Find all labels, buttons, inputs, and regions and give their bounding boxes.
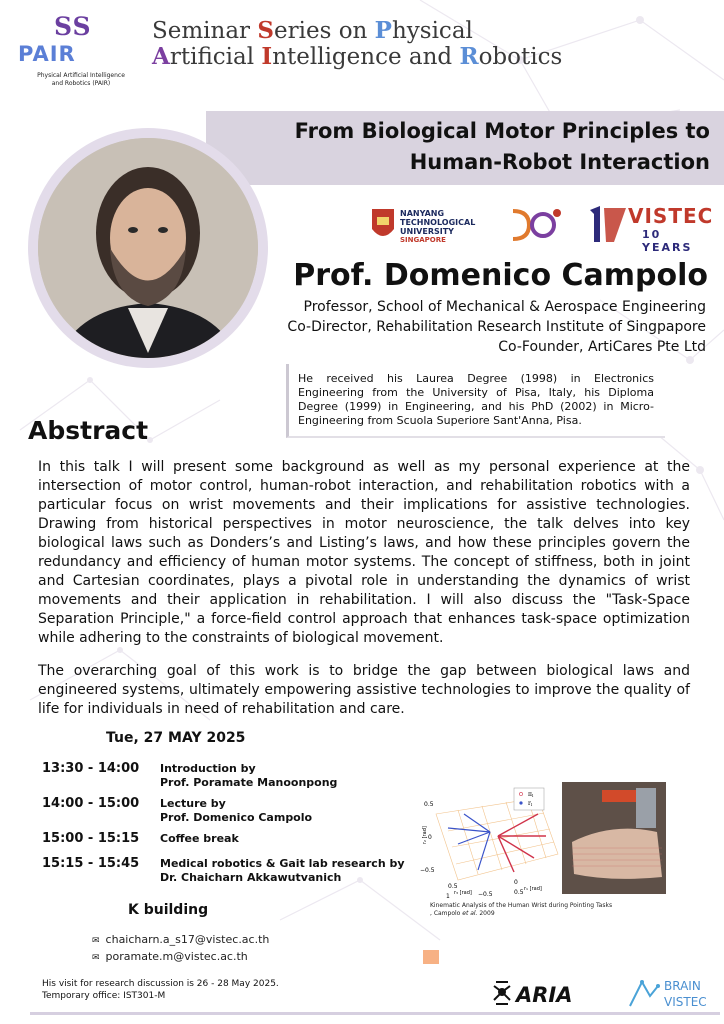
- brain-line1: BRAIN: [664, 979, 701, 993]
- schedule-time: 13:30 - 14:00: [42, 761, 140, 776]
- vistec-10-years-logo: [586, 202, 714, 254]
- schedule-item-line2: Prof. Poramate Manoonpong: [160, 776, 338, 789]
- tick-label: 0: [514, 879, 518, 886]
- ntu-line3: UNIVERSITY: [400, 227, 454, 236]
- series-word-rtificial: rtificial: [169, 44, 262, 70]
- caption-text: , Campolo: [430, 910, 463, 917]
- affiliation-line2: Co-Director, Rehabilitation Research Institute of Singpapore: [287, 319, 706, 335]
- legend-pi: πl: [528, 791, 534, 798]
- schedule-time: 15:15 - 15:45: [42, 856, 140, 871]
- series-word-ntelligence: ntelligence and: [272, 44, 460, 70]
- caption-line1: Kinematic Analysis of the Human Wrist during Pointing Tasks: [430, 902, 613, 909]
- tick-label: 1: [446, 893, 450, 900]
- tick-label: 0.5: [424, 801, 434, 808]
- caption-italic: et al.: [462, 910, 478, 917]
- figure-caption: [430, 902, 724, 918]
- logo-caption-line2: and Robotics (PAIR): [51, 80, 111, 87]
- talk-title-line1: From Biological Motor Principles to: [294, 119, 710, 143]
- legend-r: rl: [528, 800, 533, 807]
- venue: K building: [128, 902, 209, 918]
- schedule-item-line1: Medical robotics & Gait lab research by: [160, 857, 405, 870]
- email-text[interactable]: chaicharn.a_s17@vistec.ac.th: [105, 933, 270, 946]
- seminar-series-title: [152, 18, 712, 70]
- series-word-eries: eries on: [274, 18, 375, 44]
- ntu-name: [400, 209, 475, 236]
- tick-label: 0.5: [514, 889, 524, 896]
- footer-divider: [30, 1012, 720, 1015]
- footer-note: [42, 978, 279, 1002]
- ntu-logo: [370, 205, 480, 245]
- brain-line2: VISTEC: [664, 995, 707, 1009]
- schedule-item-line1: Lecture by: [160, 797, 226, 810]
- partner-emblem-icon: [505, 205, 565, 245]
- schedule-item-line2: Dr. Chaicharn Akkawutvanich: [160, 871, 342, 884]
- schedule-item: [160, 832, 239, 846]
- ntu-singapore: SINGAPORE: [400, 236, 446, 244]
- tick-label: −0.5: [420, 867, 435, 874]
- series-letter-p: P: [374, 17, 392, 44]
- abstract-paragraph-2: The overarching goal of this work is to bridge the gap between biological laws and engineered systems, ultimately empowering assistive technologies to improve the quality of life for individuals in need of rehabilitation and care.: [38, 663, 690, 717]
- x1-axis-label: r₃ [rad]: [454, 890, 472, 896]
- logo-caption-line1: Physical Artificial Intelligence: [37, 72, 125, 79]
- footer-note-line1: His visit for research discussion is 26 - 28 May 2025.: [42, 979, 279, 989]
- y-axis-label: r₂ [rad]: [422, 826, 428, 844]
- schedule-item: [160, 797, 312, 825]
- partner-logo: [505, 205, 565, 245]
- series-title-line1: [152, 18, 712, 44]
- talk-title-line2: Human-Robot Interaction: [409, 150, 710, 174]
- contact-email-1[interactable]: [92, 933, 269, 946]
- series-title-line2: [152, 44, 712, 70]
- pair-logo: [18, 12, 144, 94]
- envelope-icon: ✉: [92, 936, 100, 946]
- schedule-time: 15:00 - 15:15: [42, 831, 140, 846]
- aria-text: ARIA: [516, 983, 573, 1007]
- abstract-heading: Abstract: [28, 416, 149, 445]
- abstract-paragraph-1: In this talk I will present some background as well as my personal experience at the intersection of motor control, human-robot interaction, and rehabilitation robotics with a particular focus on wrist movements and their implications for assistive technologies. Drawing from historical perspectives in motor neuroscience, the talk delves into key biological laws such as Donders’s and Listing’s laws, and how these principles govern the redundancy and efficiency of human motor systems. The concept of stiffness, both in joint and Cartesian coordinates, plays a pivotal role in understanding the dynamics of wrist movements and their application in rehabilitation. I will also discuss the "Task-Space Separation Principle," a force-field control approach that enhances task-space optimization while adhering to the constraints of biological movement.: [38, 459, 690, 646]
- series-word-seminar: Seminar: [152, 18, 258, 44]
- tick-label: −0.5: [478, 891, 493, 898]
- x2-axis-label: r₁ [rad]: [524, 886, 542, 892]
- schedule-item: [160, 762, 337, 790]
- schedule-item-line1: Coffee break: [160, 832, 239, 845]
- ntu-crest-icon: [370, 207, 396, 245]
- aria-logo: [488, 978, 608, 1008]
- schedule-item-line2: Prof. Domenico Campolo: [160, 811, 313, 824]
- schedule-item-line1: Introduction by: [160, 762, 256, 775]
- series-letter-a: A: [152, 43, 170, 70]
- series-letter-s: S: [257, 17, 274, 44]
- wrist-device-photo: [562, 782, 666, 894]
- caption-year: 2009: [477, 910, 495, 917]
- affiliation-line1: Professor, School of Mechanical & Aerospace Engineering: [303, 299, 706, 315]
- logo-caption: [22, 72, 140, 88]
- email-text[interactable]: poramate.m@vistec.ac.th: [105, 950, 248, 963]
- speaker-photo: [38, 138, 258, 358]
- vistec-mark-icon: [586, 202, 630, 246]
- envelope-icon: ✉: [92, 953, 100, 963]
- speaker-affiliations: [250, 297, 706, 357]
- series-word-obotics: obotics: [478, 44, 563, 70]
- schedule-item: [160, 857, 405, 885]
- affiliation-line3: Co-Founder, ArtiCares Pte Ltd: [498, 339, 706, 355]
- ntu-line2: TECHNOLOGICAL: [400, 218, 476, 227]
- ntu-line1: NANYANG: [400, 209, 445, 218]
- talk-title: [210, 116, 710, 178]
- logo-pair-text: PAIR: [18, 42, 76, 66]
- decorative-square: [423, 950, 439, 964]
- series-word-hysical: hysical: [391, 18, 473, 44]
- vistec-name: VISTEC: [628, 204, 714, 228]
- brain-vistec-logo: [628, 976, 712, 1010]
- brain-icon: [628, 976, 712, 1010]
- speaker-name: Prof. Domenico Campolo: [293, 258, 708, 293]
- series-letter-r: R: [459, 43, 479, 70]
- aria-robot-icon: [488, 978, 608, 1008]
- caption-line2: [430, 910, 724, 918]
- tick-label: 0: [428, 834, 432, 841]
- speaker-bio: He received his Laurea Degree (1998) in Electronics Engineering from the University of Pisa, Italy, his Diploma Degree (1999) in Engineering, and his PhD (2002) in Micro-Engineering from Scuola Superiore Sant'Anna, Pisa.: [298, 372, 654, 427]
- series-letter-i: I: [261, 43, 273, 70]
- event-date: Tue, 27 MAY 2025: [106, 730, 246, 746]
- tick-label: 0.5: [448, 883, 458, 890]
- schedule-time: 14:00 - 15:00: [42, 796, 140, 811]
- logo-ss-text: SS: [54, 12, 92, 41]
- contact-email-2[interactable]: [92, 950, 248, 963]
- vistec-years: 10 YEARS: [642, 228, 693, 254]
- footer-note-line2: Temporary office: IST301-M: [42, 991, 166, 1001]
